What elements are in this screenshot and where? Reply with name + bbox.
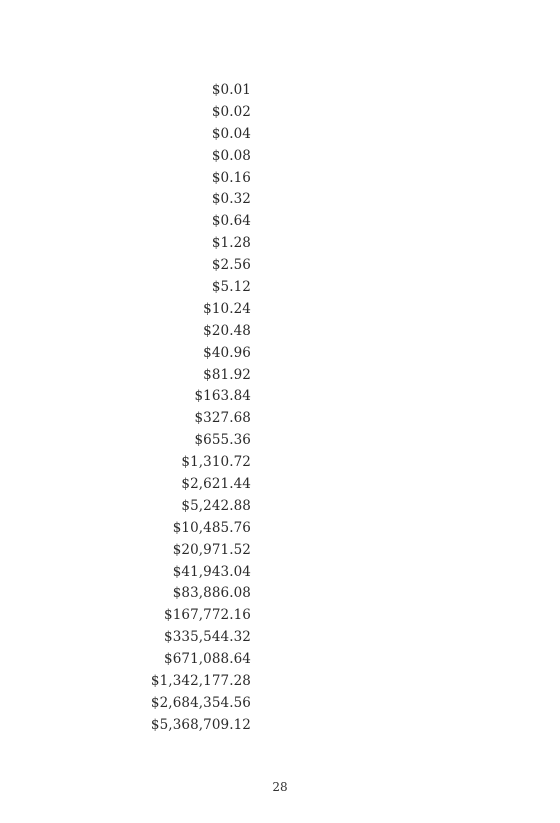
amount-item: $163.84 — [194, 388, 251, 405]
amount-item: $2,684,354.56 — [150, 694, 251, 711]
amount-item: $0.02 — [211, 103, 251, 120]
amount-item: $335,544.32 — [164, 629, 251, 646]
amount-item: $2,621.44 — [181, 476, 251, 493]
page-number: 28 — [272, 780, 288, 794]
amount-item: $20.48 — [203, 322, 251, 339]
amount-item: $0.16 — [211, 169, 251, 186]
amount-item: $83,886.08 — [172, 585, 251, 602]
amount-item: $655.36 — [194, 432, 251, 449]
amount-item: $0.08 — [211, 147, 251, 164]
amount-item: $5.12 — [211, 279, 251, 296]
amount-item: $167,772.16 — [164, 607, 251, 624]
amount-item: $0.04 — [211, 125, 251, 142]
amount-item: $41,943.04 — [172, 563, 251, 580]
amount-item: $0.01 — [211, 82, 251, 98]
amount-item: $10.24 — [203, 300, 251, 317]
amount-item: $327.68 — [194, 410, 251, 427]
amount-list — [151, 80, 251, 737]
amount-item: $1,342,177.28 — [150, 673, 251, 690]
amount-item: $10,485.76 — [172, 519, 251, 536]
amount-item: $81.92 — [203, 366, 251, 383]
amount-item: $1.28 — [211, 235, 251, 252]
amount-item: $5,242.88 — [181, 497, 251, 514]
amount-item: $5,368,709.12 — [150, 716, 251, 733]
amount-item: $0.32 — [211, 191, 251, 208]
amount-item: $2.56 — [211, 257, 251, 274]
amount-item: $20,971.52 — [172, 541, 251, 558]
amount-item: $40.96 — [203, 344, 251, 361]
amount-item: $0.64 — [211, 213, 251, 230]
amount-item: $1,310.72 — [181, 454, 251, 471]
amount-item: $671,088.64 — [164, 651, 251, 668]
